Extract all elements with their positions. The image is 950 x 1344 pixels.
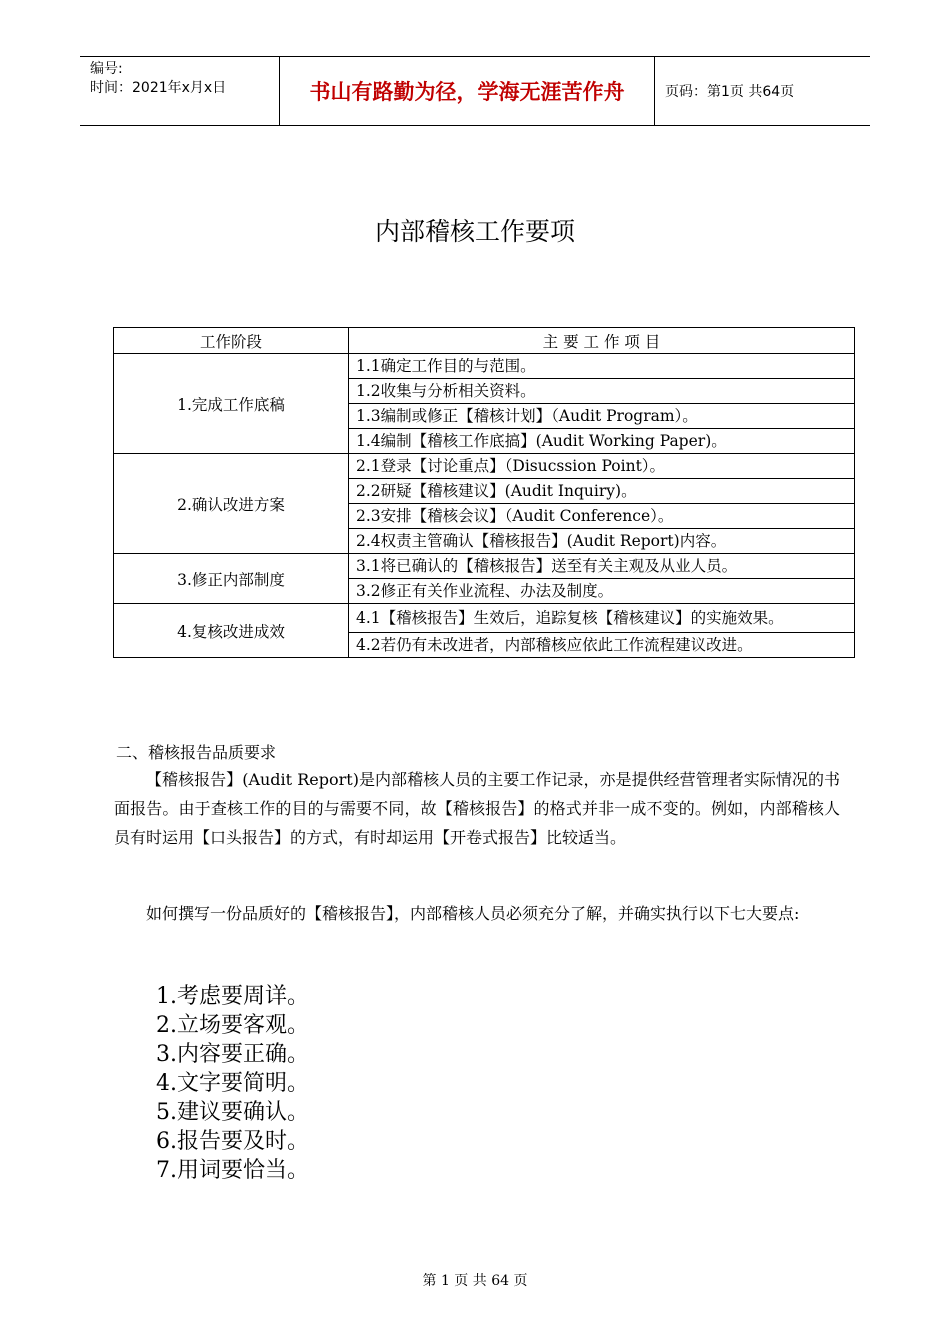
list-item: 2.立场要客观。 [156, 1013, 309, 1038]
item-cell: 1.2收集与分析相关资料。 [349, 379, 855, 404]
page-footer: 第 1 页 共 64 页 [422, 1273, 528, 1289]
work-items-table [113, 327, 855, 658]
paragraph-2: 如何撰写一份品质好的【稽核报告】，内部稽核人员必须充分了解，并确实执行以下七大要点: [146, 904, 800, 923]
key-points-list [156, 982, 309, 1185]
stage-cell: 3.修正内部制度 [114, 554, 349, 604]
header-meta [80, 57, 280, 125]
stage-cell: 1.完成工作底稿 [114, 354, 349, 454]
list-item: 6.报告要及时。 [156, 1129, 309, 1154]
item-cell: 3.2修正有关作业流程、办法及制度。 [349, 579, 855, 604]
number-label: 编号: [90, 61, 123, 77]
table-row [114, 604, 855, 633]
section-title: 二、稽核报告品质要求 [116, 743, 277, 762]
item-cell: 4.1【稽核报告】生效后，追踪复核【稽核建议】的实施效果。 [349, 604, 855, 633]
list-item: 4.文字要简明。 [156, 1071, 309, 1096]
item-cell: 2.2研疑【稽核建议】(Audit Inquiry)。 [349, 479, 855, 504]
stage-cell: 4.复核改进成效 [114, 604, 349, 658]
list-item: 5.建议要确认。 [156, 1100, 309, 1125]
table-row [114, 354, 855, 379]
item-cell: 1.4编制【稽核工作底搞】(Audit Working Paper)。 [349, 429, 855, 454]
header-motto: 书山有路勤为径，学海无涯苦作舟 [280, 57, 655, 125]
table-row [114, 454, 855, 479]
header-page-label: 页码：第1页 共64页 [665, 84, 795, 100]
item-cell: 4.2若仍有未改进者，内部稽核应依此工作流程建议改进。 [349, 633, 855, 658]
time-label: 时间：2021年x月x日 [90, 80, 227, 96]
item-cell: 2.3安排【稽核会议】（Audit Conference）。 [349, 504, 855, 529]
item-cell: 1.1确定工作目的与范围。 [349, 354, 855, 379]
item-cell: 2.4权责主管确认【稽核报告】(Audit Report)内容。 [349, 529, 855, 554]
list-item: 7.用词要恰当。 [156, 1158, 309, 1183]
col-stage-header: 工作阶段 [114, 328, 349, 354]
table-header-row [114, 328, 855, 354]
item-cell: 1.3编制或修正【稽核计划】（Audit Program）。 [349, 404, 855, 429]
item-cell: 3.1将已确认的【稽核报告】送至有关主观及从业人员。 [349, 554, 855, 579]
list-item: 1.考虑要周详。 [156, 984, 309, 1009]
stage-cell: 2.确认改进方案 [114, 454, 349, 554]
page-header [80, 56, 870, 126]
item-cell: 2.1登录【讨论重点】（Disucssion Point）。 [349, 454, 855, 479]
table-row [114, 554, 855, 579]
document-title: 内部稽核工作要项 [374, 217, 575, 246]
paragraph-1: 【稽核报告】(Audit Report)是内部稽核人员的主要工作记录，亦是提供经营管理者实际情况的书面报告。由于查核工作的目的与需要不同，故【稽核报告】的格式并非一成不变的。例如，内部稽核人员有时运用【口头报告】的方式，有时却运用【开卷式报告】比较适当。 [114, 770, 840, 847]
col-items-header: 主 要 工 作 项 目 [349, 328, 855, 354]
list-item: 3.内容要正确。 [156, 1042, 309, 1067]
